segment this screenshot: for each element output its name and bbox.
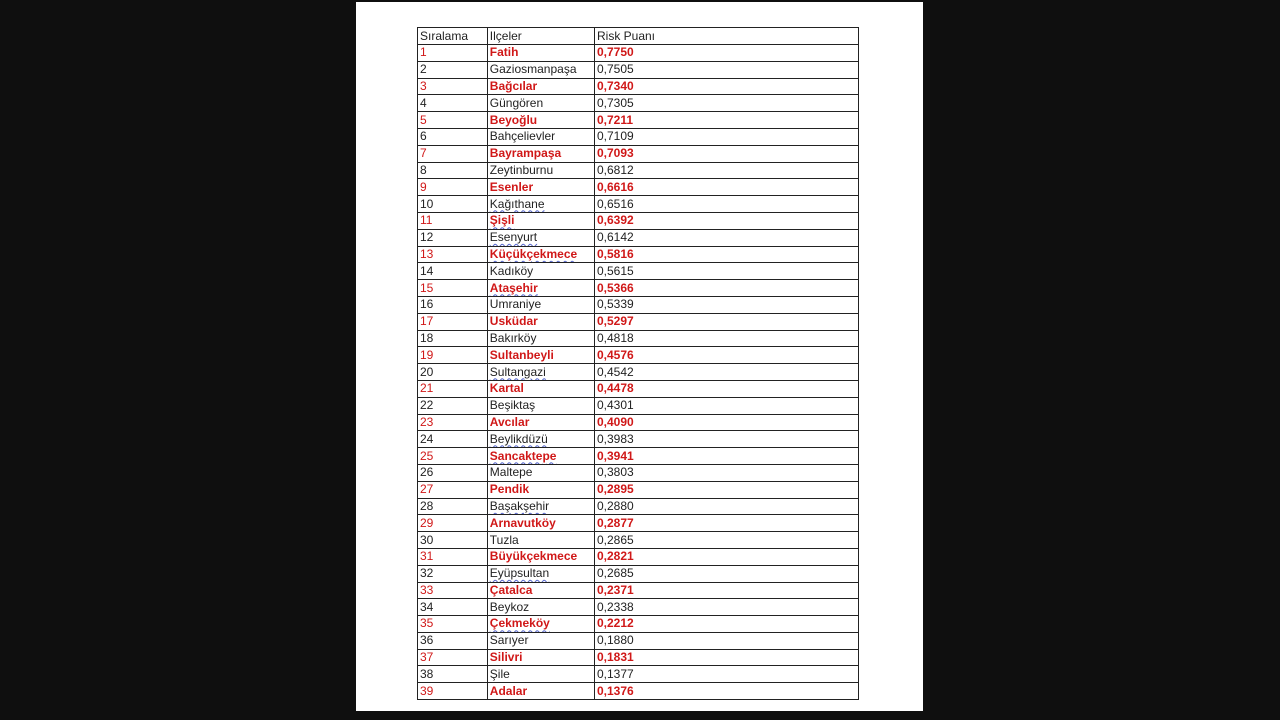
district-name: Çekmeköy bbox=[489, 616, 550, 631]
district-name: Küçükçekmece bbox=[489, 246, 578, 261]
table-row bbox=[418, 212, 859, 229]
district-cell bbox=[487, 649, 594, 666]
table-row bbox=[418, 128, 859, 145]
score-cell: 0,4090 bbox=[594, 414, 858, 431]
rank-cell: 23 bbox=[418, 414, 488, 431]
score-cell: 0,4818 bbox=[594, 330, 858, 347]
district-cell bbox=[487, 145, 594, 162]
score-cell: 0,2685 bbox=[594, 565, 858, 582]
table-row bbox=[418, 229, 859, 246]
score-cell: 0,3983 bbox=[594, 431, 858, 448]
score-cell: 0,5816 bbox=[594, 246, 858, 263]
score-cell: 0,6812 bbox=[594, 162, 858, 179]
rank-cell: 27 bbox=[418, 481, 488, 498]
table-row bbox=[418, 95, 859, 112]
district-name: Bakırköy bbox=[489, 330, 537, 345]
district-cell bbox=[487, 666, 594, 683]
table-row bbox=[418, 380, 859, 397]
district-cell bbox=[487, 212, 594, 229]
table-row bbox=[418, 330, 859, 347]
score-cell: 0,2880 bbox=[594, 498, 858, 515]
score-cell: 0,6616 bbox=[594, 179, 858, 196]
score-cell: 0,2877 bbox=[594, 515, 858, 532]
table-row bbox=[418, 548, 859, 565]
district-cell bbox=[487, 498, 594, 515]
rank-cell: 28 bbox=[418, 498, 488, 515]
district-name: Ataşehir bbox=[489, 280, 538, 295]
rank-cell: 19 bbox=[418, 347, 488, 364]
district-name: Sultangazi bbox=[489, 364, 546, 379]
rank-cell: 37 bbox=[418, 649, 488, 666]
rank-cell: 35 bbox=[418, 616, 488, 633]
rank-cell: 25 bbox=[418, 448, 488, 465]
district-name: Kartal bbox=[489, 381, 524, 396]
score-cell: 0,7340 bbox=[594, 78, 858, 95]
table-row bbox=[418, 263, 859, 280]
district-name: Bahçelievler bbox=[489, 129, 556, 144]
district-name: Zeytinburnu bbox=[489, 162, 554, 177]
score-cell: 0,5339 bbox=[594, 296, 858, 313]
table-row bbox=[418, 45, 859, 62]
rank-cell: 16 bbox=[418, 296, 488, 313]
rank-cell: 20 bbox=[418, 364, 488, 381]
table-row bbox=[418, 347, 859, 364]
district-cell bbox=[487, 582, 594, 599]
table-row bbox=[418, 61, 859, 78]
district-cell bbox=[487, 112, 594, 129]
rank-cell: 33 bbox=[418, 582, 488, 599]
rank-cell: 29 bbox=[418, 515, 488, 532]
district-name: Başakşehir bbox=[489, 498, 550, 513]
district-name: Bayrampaşa bbox=[489, 146, 562, 161]
table-row bbox=[418, 632, 859, 649]
district-name: Umraniye bbox=[489, 297, 542, 312]
score-cell: 0,5297 bbox=[594, 313, 858, 330]
rank-cell: 10 bbox=[418, 196, 488, 213]
district-cell bbox=[487, 45, 594, 62]
district-name: Beylikdüzü bbox=[489, 431, 548, 446]
rank-cell: 3 bbox=[418, 78, 488, 95]
score-cell: 0,6142 bbox=[594, 229, 858, 246]
rank-cell: 12 bbox=[418, 229, 488, 246]
risk-table bbox=[417, 27, 859, 700]
district-cell bbox=[487, 196, 594, 213]
table-row bbox=[418, 162, 859, 179]
district-cell bbox=[487, 162, 594, 179]
district-name: Maltepe bbox=[489, 465, 533, 480]
rank-cell: 4 bbox=[418, 95, 488, 112]
district-cell bbox=[487, 313, 594, 330]
score-cell: 0,7505 bbox=[594, 61, 858, 78]
score-cell: 0,2212 bbox=[594, 616, 858, 633]
rank-cell: 22 bbox=[418, 397, 488, 414]
district-cell bbox=[487, 347, 594, 364]
district-name: Gaziosmanpaşa bbox=[489, 62, 577, 77]
district-name: Silivri bbox=[489, 650, 523, 665]
district-cell bbox=[487, 246, 594, 263]
score-cell: 0,7211 bbox=[594, 112, 858, 129]
score-cell: 0,7093 bbox=[594, 145, 858, 162]
district-name: Tuzla bbox=[489, 532, 519, 547]
rank-cell: 5 bbox=[418, 112, 488, 129]
score-cell: 0,4301 bbox=[594, 397, 858, 414]
district-cell bbox=[487, 296, 594, 313]
rank-cell: 30 bbox=[418, 532, 488, 549]
table-row bbox=[418, 179, 859, 196]
table-row bbox=[418, 280, 859, 297]
rank-cell: 13 bbox=[418, 246, 488, 263]
district-cell bbox=[487, 599, 594, 616]
rank-cell: 2 bbox=[418, 61, 488, 78]
score-cell: 0,7109 bbox=[594, 128, 858, 145]
district-name: Adalar bbox=[489, 683, 528, 698]
score-cell: 0,3941 bbox=[594, 448, 858, 465]
table-row bbox=[418, 599, 859, 616]
table-row bbox=[418, 448, 859, 465]
table-row bbox=[418, 196, 859, 213]
score-cell: 0,3803 bbox=[594, 464, 858, 481]
district-cell bbox=[487, 532, 594, 549]
district-cell bbox=[487, 78, 594, 95]
rank-cell: 31 bbox=[418, 548, 488, 565]
score-cell: 0,2371 bbox=[594, 582, 858, 599]
district-name: Esenyurt bbox=[489, 230, 538, 245]
table-row bbox=[418, 464, 859, 481]
district-name: Pendik bbox=[489, 482, 530, 497]
score-cell: 0,2895 bbox=[594, 481, 858, 498]
district-name: Beyoğlu bbox=[489, 112, 538, 127]
district-cell bbox=[487, 565, 594, 582]
rank-cell: 36 bbox=[418, 632, 488, 649]
rank-cell: 9 bbox=[418, 179, 488, 196]
district-cell bbox=[487, 229, 594, 246]
score-cell: 0,2338 bbox=[594, 599, 858, 616]
district-cell bbox=[487, 364, 594, 381]
rank-cell: 24 bbox=[418, 431, 488, 448]
district-cell bbox=[487, 330, 594, 347]
table-row bbox=[418, 78, 859, 95]
document-page bbox=[356, 2, 923, 711]
table-row bbox=[418, 683, 859, 700]
district-name: Fatih bbox=[489, 45, 519, 60]
district-name: Eyüpsultan bbox=[489, 566, 550, 581]
table-row bbox=[418, 414, 859, 431]
district-cell bbox=[487, 683, 594, 700]
district-name: Şişli bbox=[489, 213, 515, 228]
district-cell bbox=[487, 397, 594, 414]
table-row bbox=[418, 431, 859, 448]
rank-cell: 11 bbox=[418, 212, 488, 229]
district-name: Usküdar bbox=[489, 314, 538, 329]
table-row bbox=[418, 364, 859, 381]
district-name: Beşiktaş bbox=[489, 398, 536, 413]
score-cell: 0,1377 bbox=[594, 666, 858, 683]
score-cell: 0,6392 bbox=[594, 212, 858, 229]
rank-cell: 18 bbox=[418, 330, 488, 347]
rank-cell: 39 bbox=[418, 683, 488, 700]
table-row bbox=[418, 515, 859, 532]
district-name: Sarıyer bbox=[489, 633, 529, 648]
rank-cell: 21 bbox=[418, 380, 488, 397]
district-name: Kadıköy bbox=[489, 263, 534, 278]
rank-cell: 8 bbox=[418, 162, 488, 179]
table-header-row bbox=[418, 28, 859, 45]
score-cell: 0,1376 bbox=[594, 683, 858, 700]
district-cell bbox=[487, 431, 594, 448]
rank-cell: 32 bbox=[418, 565, 488, 582]
district-name: Büyükçekmece bbox=[489, 549, 578, 564]
score-cell: 0,1880 bbox=[594, 632, 858, 649]
district-cell bbox=[487, 128, 594, 145]
rank-cell: 26 bbox=[418, 464, 488, 481]
district-cell bbox=[487, 616, 594, 633]
table-row bbox=[418, 246, 859, 263]
table-row bbox=[418, 649, 859, 666]
district-name: Avcılar bbox=[489, 414, 530, 429]
district-name: Arnavutköy bbox=[489, 515, 556, 530]
table-row bbox=[418, 145, 859, 162]
header-score: Risk Puanı bbox=[594, 28, 858, 45]
district-cell bbox=[487, 548, 594, 565]
rank-cell: 1 bbox=[418, 45, 488, 62]
district-cell bbox=[487, 263, 594, 280]
score-cell: 0,5366 bbox=[594, 280, 858, 297]
district-name: Şile bbox=[489, 666, 510, 681]
table-row bbox=[418, 112, 859, 129]
rank-cell: 17 bbox=[418, 313, 488, 330]
district-name: Kağıthane bbox=[489, 196, 545, 211]
table-row bbox=[418, 666, 859, 683]
rank-cell: 7 bbox=[418, 145, 488, 162]
district-name: Çatalca bbox=[489, 582, 533, 597]
rank-cell: 6 bbox=[418, 128, 488, 145]
table-row bbox=[418, 313, 859, 330]
table-row bbox=[418, 582, 859, 599]
header-district: Ilçeler bbox=[487, 28, 594, 45]
district-name: Bağcılar bbox=[489, 78, 538, 93]
rank-cell: 34 bbox=[418, 599, 488, 616]
district-cell bbox=[487, 464, 594, 481]
score-cell: 0,1831 bbox=[594, 649, 858, 666]
district-name: Sancaktepe bbox=[489, 448, 557, 463]
score-cell: 0,4542 bbox=[594, 364, 858, 381]
score-cell: 0,2865 bbox=[594, 532, 858, 549]
table-row bbox=[418, 296, 859, 313]
score-cell: 0,7305 bbox=[594, 95, 858, 112]
district-name: Sultanbeyli bbox=[489, 347, 554, 362]
district-cell bbox=[487, 632, 594, 649]
score-cell: 0,4576 bbox=[594, 347, 858, 364]
score-cell: 0,7750 bbox=[594, 45, 858, 62]
district-cell bbox=[487, 95, 594, 112]
table-row bbox=[418, 616, 859, 633]
district-name: Güngören bbox=[489, 95, 544, 110]
district-cell bbox=[487, 179, 594, 196]
table-row bbox=[418, 565, 859, 582]
table-row bbox=[418, 481, 859, 498]
district-cell bbox=[487, 380, 594, 397]
rank-cell: 15 bbox=[418, 280, 488, 297]
table-row bbox=[418, 397, 859, 414]
score-cell: 0,2821 bbox=[594, 548, 858, 565]
score-cell: 0,4478 bbox=[594, 380, 858, 397]
district-cell bbox=[487, 481, 594, 498]
rank-cell: 14 bbox=[418, 263, 488, 280]
table-row bbox=[418, 532, 859, 549]
district-name: Beykoz bbox=[489, 599, 530, 614]
score-cell: 0,5615 bbox=[594, 263, 858, 280]
score-cell: 0,6516 bbox=[594, 196, 858, 213]
header-rank: Sıralama bbox=[418, 28, 488, 45]
district-cell bbox=[487, 61, 594, 78]
rank-cell: 38 bbox=[418, 666, 488, 683]
table-row bbox=[418, 498, 859, 515]
table-body bbox=[418, 45, 859, 700]
district-cell bbox=[487, 515, 594, 532]
district-name: Esenler bbox=[489, 179, 534, 194]
district-cell bbox=[487, 280, 594, 297]
district-cell bbox=[487, 448, 594, 465]
district-cell bbox=[487, 414, 594, 431]
